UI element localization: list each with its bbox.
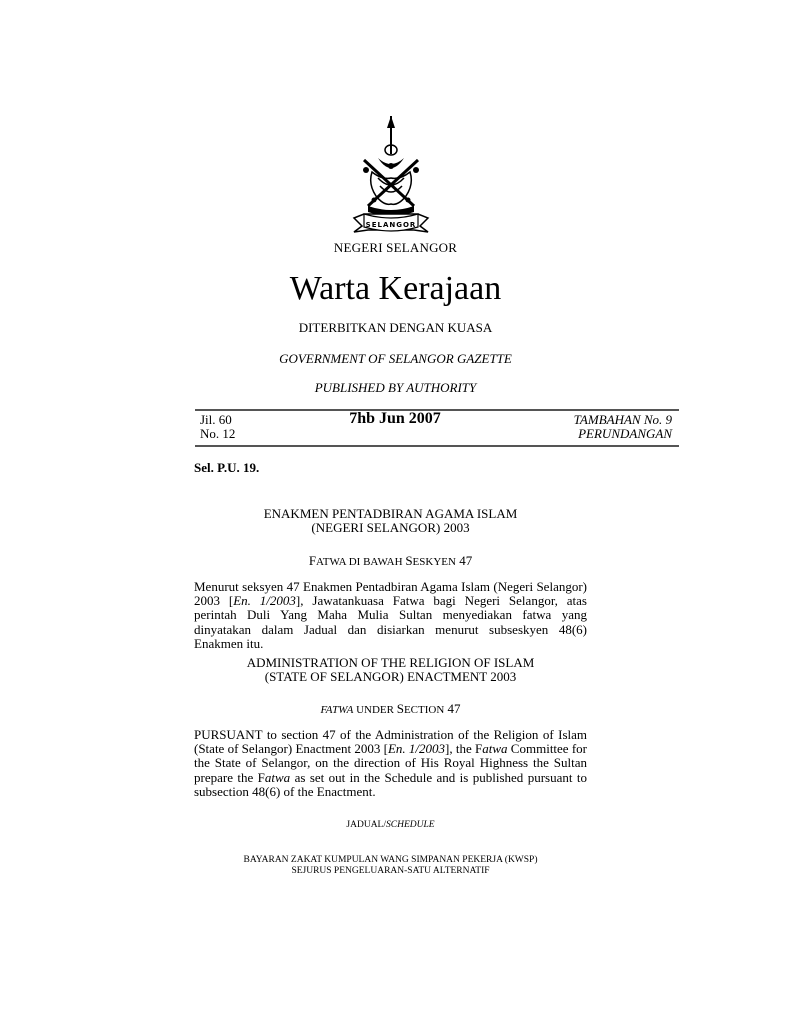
schedule-label: JADUAL/SCHEDULE bbox=[346, 820, 435, 830]
supplement-label: TAMBAHAN No. 9 bbox=[573, 412, 672, 427]
malay-enactment-heading bbox=[194, 507, 587, 535]
schedule-heading bbox=[194, 855, 587, 877]
malay-fatwa-caption: FATWA DI BAWAH SESKYEN 47 bbox=[308, 553, 473, 568]
header-bottom-rule bbox=[195, 445, 679, 447]
supplement-block bbox=[574, 413, 672, 441]
issue-number-label: No. 12 bbox=[200, 426, 236, 441]
state-name: NEGERI SELANGOR bbox=[333, 240, 458, 255]
volume-label: Jil. 60 bbox=[200, 412, 232, 427]
publisher-line-malay: DITERBITKAN DENGAN KUASA bbox=[298, 320, 493, 335]
page-title: Warta Kerajaan bbox=[289, 270, 502, 307]
schedule-heading-line1: BAYARAN ZAKAT KUMPULAN WANG SIMPANAN PEKERJA (KWSP) bbox=[243, 855, 538, 865]
english-paragraph: PURSUANT to section 47 of the Administration of the Religion of Islam (State of Selangor) Enactment 2003 [En. 1/2003], the Fatwa Committee for the State of Selangor, on the direction of His Royal Highness the Sultan prepare the Fatwa as set out in the Schedule and is published pursuant to subsection 48(6) of the Enactment. bbox=[194, 727, 588, 799]
volume-number-block bbox=[200, 413, 235, 441]
gazette-name-english: GOVERNMENT OF SELANGOR GAZETTE bbox=[279, 351, 512, 366]
publication-reference: Sel. P.U. 19. bbox=[194, 460, 260, 475]
selangor-crest-icon bbox=[348, 114, 434, 238]
english-enactment-heading bbox=[194, 656, 587, 684]
english-enactment-line1: ADMINISTRATION OF THE RELIGION OF ISLAM bbox=[246, 655, 535, 670]
english-fatwa-caption: FATWA UNDER SECTION 47 bbox=[320, 701, 461, 716]
malay-enactment-line2: (NEGERI SELANGOR) 2003 bbox=[311, 520, 470, 536]
category-label: PERUNDANGAN bbox=[578, 426, 672, 441]
issue-date: 7hb Jun 2007 bbox=[349, 410, 441, 427]
publisher-line-english: PUBLISHED BY AUTHORITY bbox=[314, 380, 477, 395]
malay-enactment-line1: ENAKMEN PENTADBIRAN AGAMA ISLAM bbox=[263, 506, 518, 521]
schedule-heading-line2: SEJURUS PENGELUARAN-SATU ALTERNATIF bbox=[291, 866, 490, 876]
malay-paragraph: Menurut seksyen 47 Enakmen Pentadbiran Agama Islam (Negeri Selangor) 2003 [En. 1/2003], Jawatankuasa Fatwa bagi Negeri Selangor, atas perintah Duli Yang Maha Mulia Sultan menyediakan fatwa yang dinyatakan dalam Jadual dan disiarkan menurut subseskyen 48(6) Enakmen itu. bbox=[194, 579, 587, 651]
english-enactment-line2: (STATE OF SELANGOR) ENACTMENT 2003 bbox=[264, 669, 517, 685]
svg-text:SELANGOR: SELANGOR bbox=[365, 221, 417, 229]
